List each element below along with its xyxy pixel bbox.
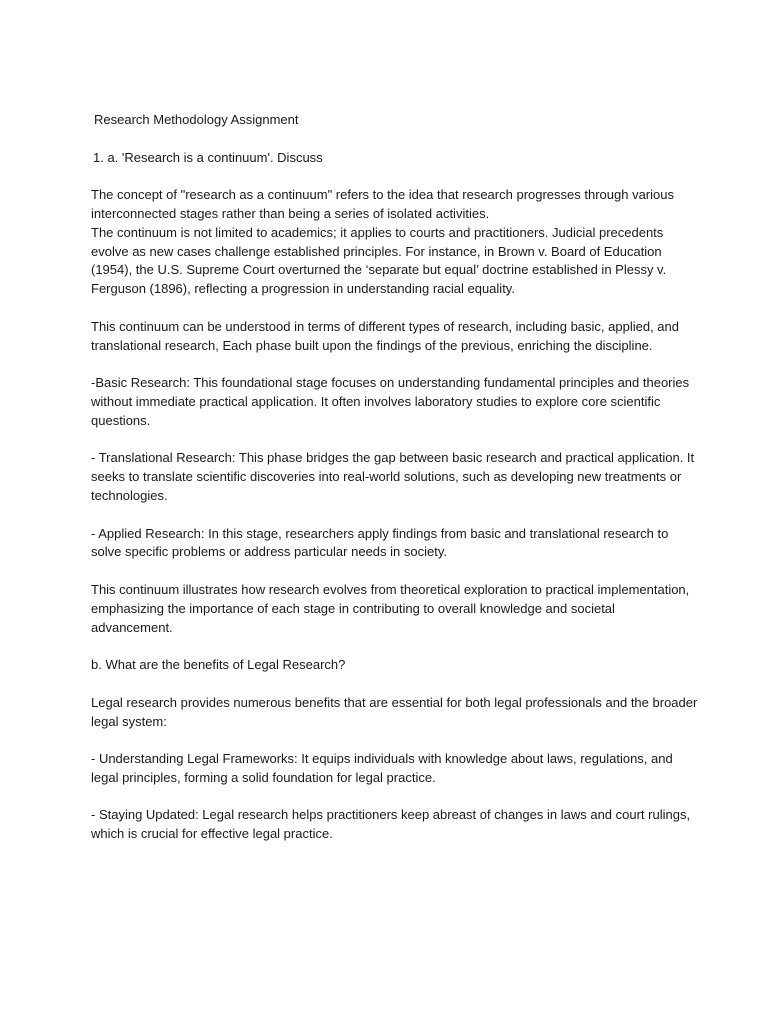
document-title: Research Methodology Assignment [94, 112, 299, 127]
paragraph-continuum-intro: The concept of "research as a continuum" refers to the idea that research progresses through various interconnected stages rather than being a series of isolated activities. The continuum is not limited to academics; it applies to courts and practitioners. Judicial precedents evolve as new cases challenge established principles. For instance, in Brown v. Board of Education (1954), the U.S. Supreme Court overturned the ‘separate but equal’ doctrine established in Plessy v. Ferguson (1896), reflecting a progression in understanding racial equality. [91, 187, 674, 297]
paragraph-legal-research-intro: Legal research provides numerous benefits that are essential for both legal professionals and the broader legal system: [91, 694, 698, 729]
question-1a-heading: 1. a. 'Research is a continuum'. Discuss [93, 149, 323, 165]
paragraph-continuum-summary: This continuum illustrates how research evolves from theoretical exploration to practical implementation, emphasizing the importance of each stage in contributing to overall knowledge and societal advancement. [91, 581, 690, 635]
paragraph-translational-research: - Translational Research: This phase bridges the gap between basic research and practical application. It seeks to translate scientific discoveries into real-world solutions, such as developing new treatments or technologies. [91, 450, 695, 503]
paragraph-continuum-types: This continuum can be understood in terms of different types of research, including basic, applied, and translational research, Each phase built upon the findings of the previous, enriching the discipline. [91, 318, 679, 353]
paragraph-basic-research: -Basic Research: This foundational stage focuses on understanding fundamental principles and theories without immediate practical application. It often involves laboratory studies to explore core scientific questions. [91, 375, 690, 428]
question-1b-heading: b. What are the benefits of Legal Research? [91, 657, 346, 673]
paragraph-applied-research: - Applied Research: In this stage, researchers apply findings from basic and translational research to solve specific problems or address particular needs in society. [91, 525, 669, 560]
paragraph-understanding-frameworks: - Understanding Legal Frameworks: It equips individuals with knowledge about laws, regulations, and legal principles, forming a solid foundation for legal practice. [91, 751, 673, 785]
paragraph-staying-updated: - Staying Updated: Legal research helps practitioners keep abreast of changes in laws and court rulings, which is crucial for effective legal practice. [91, 807, 691, 842]
